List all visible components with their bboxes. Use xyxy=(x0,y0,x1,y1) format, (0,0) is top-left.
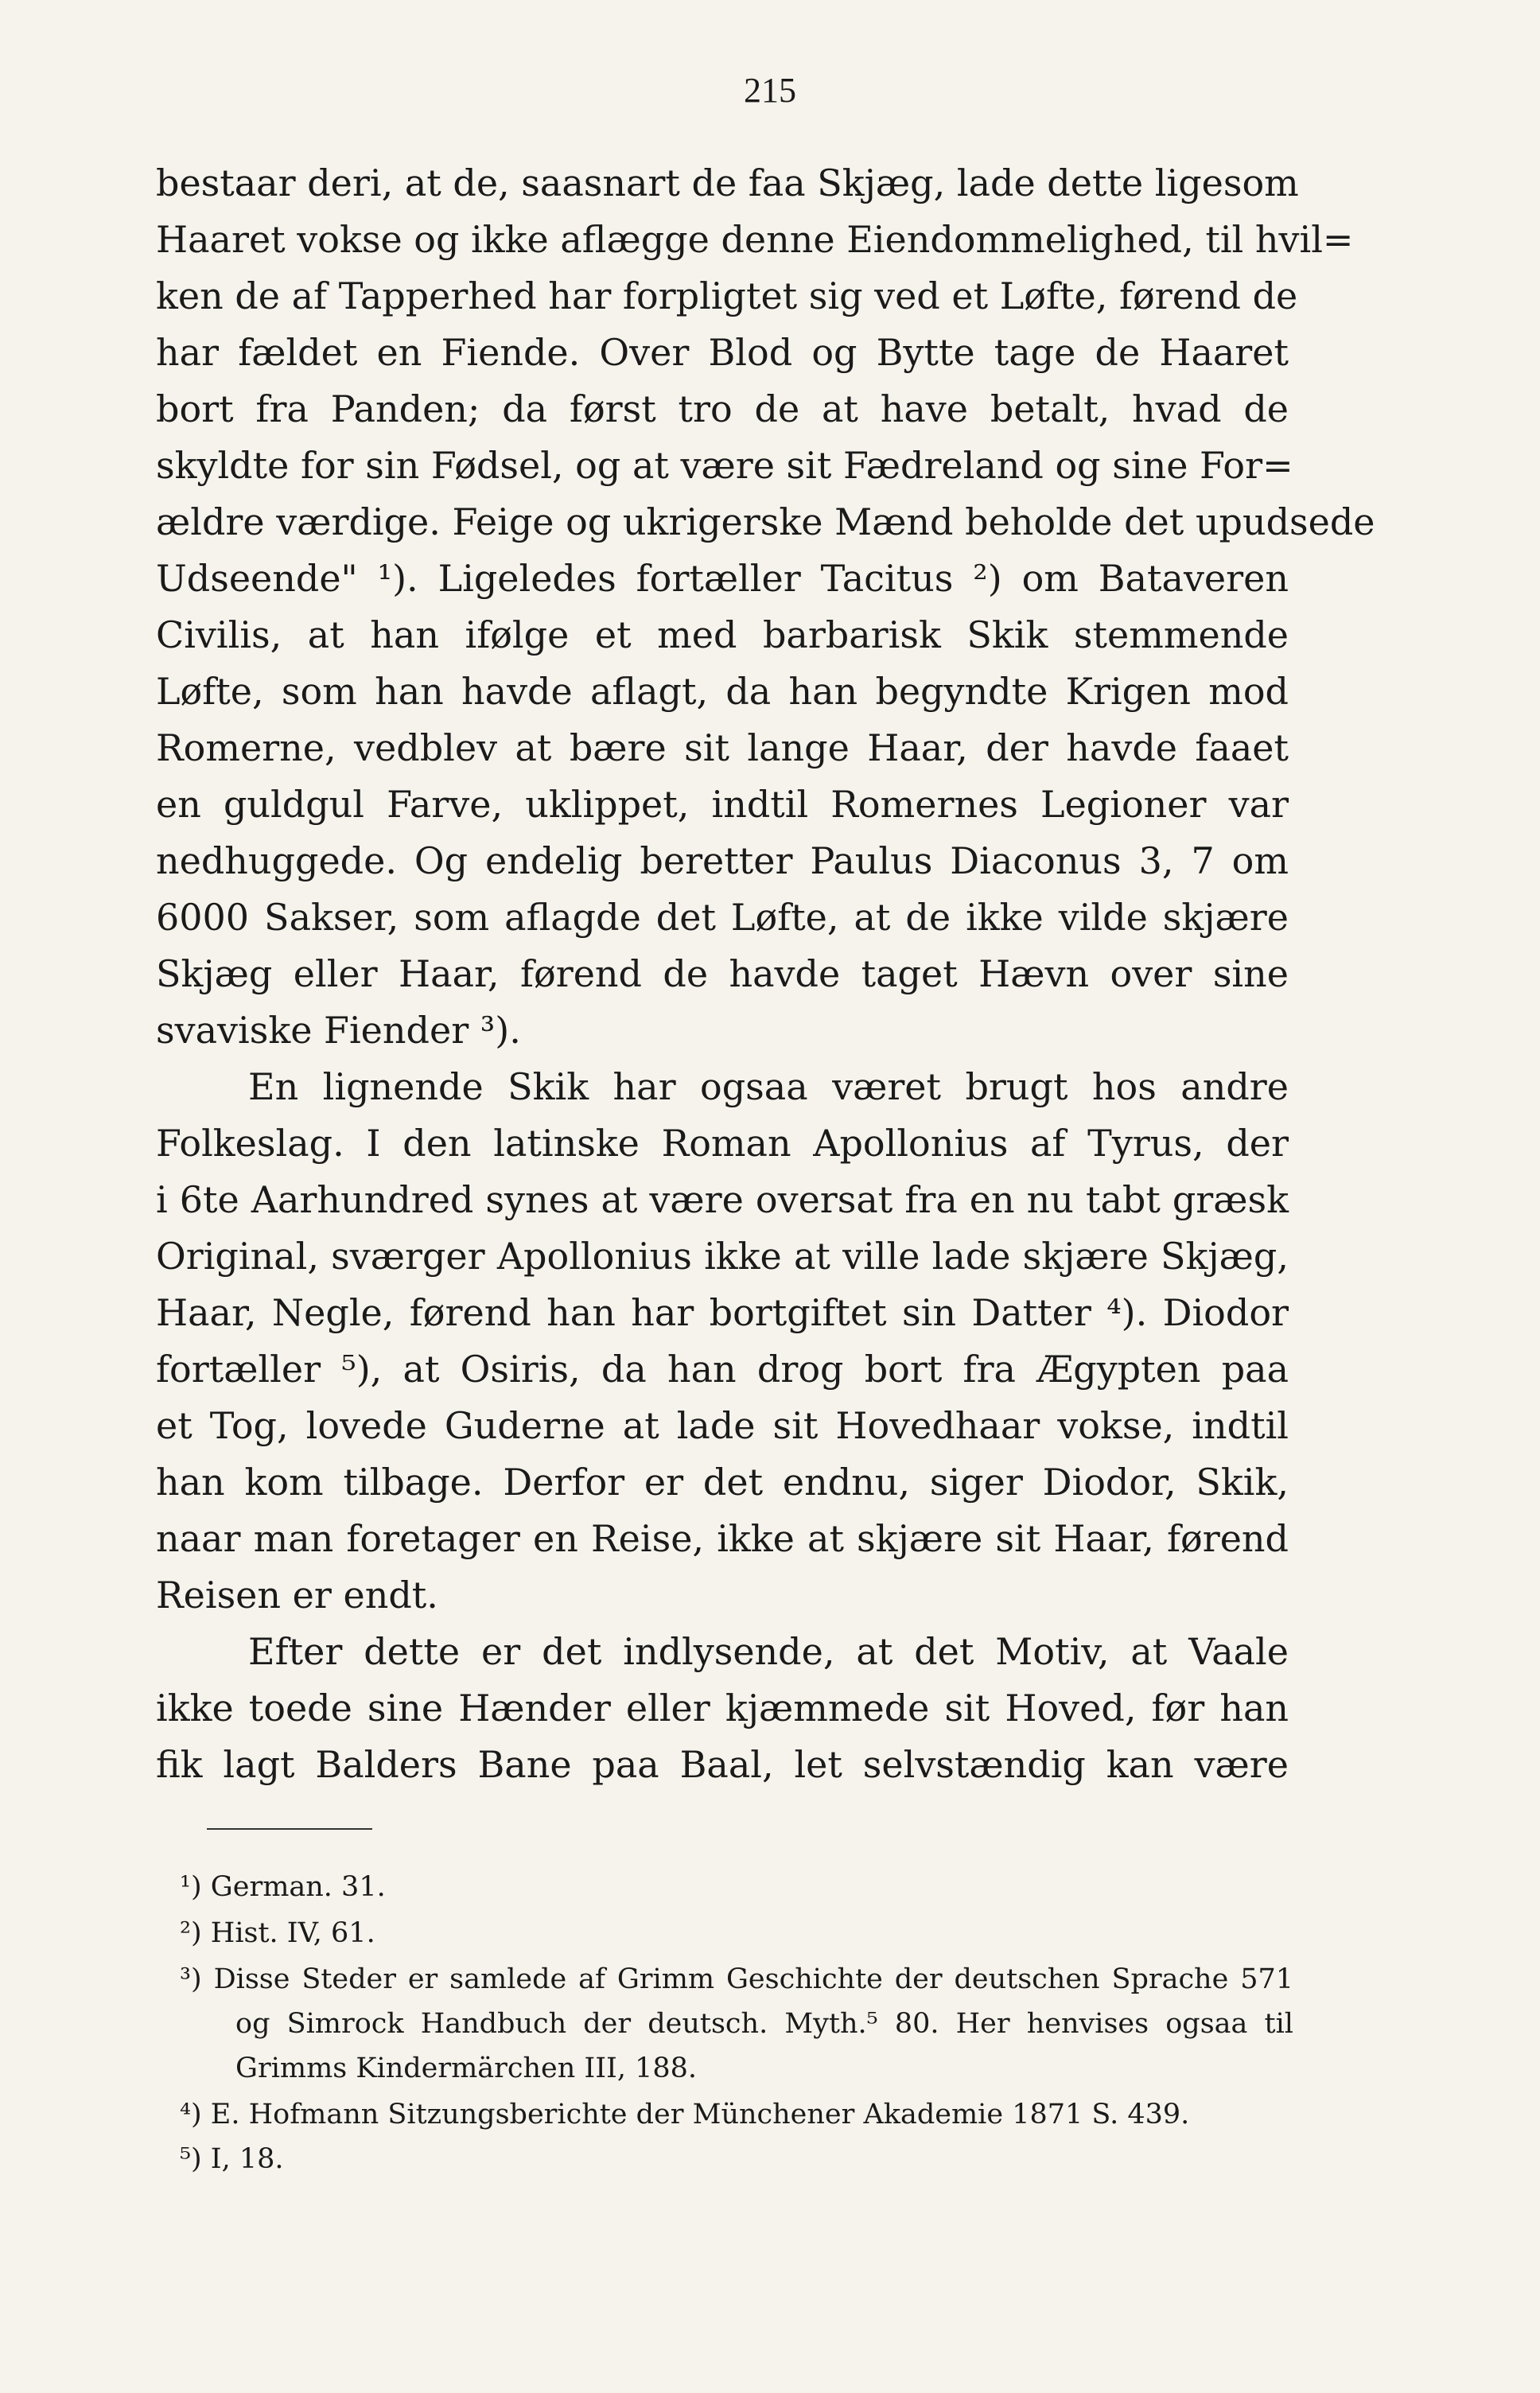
text-line: bort fra Panden; da først tro de at have betalt, hvad de xyxy=(156,387,1289,430)
page-number: 215 xyxy=(744,71,796,110)
text-line: ikke toede sine Hænder eller kjæmmede sit Hoved, før han xyxy=(156,1687,1289,1730)
text-line: Haar, Negle, førend han har bortgiftet sin Datter ⁴). Diodor xyxy=(156,1291,1289,1334)
footnote-divider xyxy=(207,1828,372,1830)
text-line: ældre værdige. Feige og ukrigerske Mænd beholde det upudsede xyxy=(156,500,1375,543)
text-line: svaviske Fiender ³). xyxy=(156,1009,521,1052)
text-line: naar man foretager en Reise, ikke at skjære sit Haar, førend xyxy=(156,1517,1289,1560)
text-line: Civilis, at han ifølge et med barbarisk Skik stemmende xyxy=(156,613,1289,656)
text-line: 6000 Sakser, som aflagde det Løfte, at de ikke vilde skjære xyxy=(156,896,1289,939)
footnote: ⁴) E. Hofmann Sitzungsberichte der Münchener Akademie 1871 S. 439. xyxy=(180,2099,1190,2130)
text-line: fik lagt Balders Bane paa Baal, let selvstændig kan være xyxy=(156,1743,1289,1786)
text-line: Romerne, vedblev at bære sit lange Haar, der havde faaet xyxy=(156,726,1289,769)
text-line: skyldte for sin Fødsel, og at være sit Fædreland og sine For= xyxy=(156,444,1293,487)
text-line: har fældet en Fiende. Over Blod og Bytte tage de Haaret xyxy=(156,331,1289,374)
footnote: ⁵) I, 18. xyxy=(180,2143,284,2175)
text-line: Løfte, som han havde aflagt, da han begyndte Krigen mod xyxy=(156,670,1289,713)
footnote-continuation: Grimms Kindermärchen III, 188. xyxy=(235,2053,698,2084)
text-line: En lignende Skik har ogsaa været brugt hos andre xyxy=(248,1065,1289,1108)
text-line: Efter dette er det indlysende, at det Motiv, at Vaale xyxy=(248,1630,1289,1673)
text-line: et Tog, lovede Guderne at lade sit Hovedhaar vokse, indtil xyxy=(156,1404,1289,1447)
text-line: ken de af Tapperhed har forpligtet sig ved et Løfte, førend de xyxy=(156,274,1298,317)
text-line: bestaar deri, at de, saasnart de faa Skjæg, lade dette ligesom xyxy=(156,161,1299,204)
text-line: Original, sværger Apollonius ikke at ville lade skjære Skjæg, xyxy=(156,1235,1289,1278)
footnote: ³) Disse Steder er samlede af Grimm Geschichte der deutschen Sprache 571 xyxy=(180,1963,1293,1995)
text-line: en guldgul Farve, uklippet, indtil Romernes Legioner var xyxy=(156,783,1289,826)
footnote: ²) Hist. IV, 61. xyxy=(180,1917,375,1949)
text-line: han kom tilbage. Derfor er det endnu, siger Diodor, Skik, xyxy=(156,1461,1289,1504)
text-line: nedhuggede. Og endelig beretter Paulus Diaconus 3, 7 om xyxy=(156,839,1289,882)
footnote-continuation: og Simrock Handbuch der deutsch. Myth.⁵ 80. Her henvises ogsaa til xyxy=(235,2008,1293,2040)
text-line: Udseende" ¹). Ligeledes fortæller Tacitus ²) om Bataveren xyxy=(156,557,1289,600)
footnote: ¹) German. 31. xyxy=(180,1871,386,1903)
text-line: Skjæg eller Haar, førend de havde taget Hævn over sine xyxy=(156,952,1289,995)
text-line: Folkeslag. I den latinske Roman Apollonius af Tyrus, der xyxy=(156,1122,1289,1165)
text-line: i 6te Aarhundred synes at være oversat fra en nu tabt græsk xyxy=(156,1178,1289,1221)
text-line: Reisen er endt. xyxy=(156,1574,438,1617)
text-line: fortæller ⁵), at Osiris, da han drog bort fra Ægypten paa xyxy=(156,1348,1289,1391)
text-line: Haaret vokse og ikke aflægge denne Eiendommelighed, til hvil= xyxy=(156,218,1354,261)
